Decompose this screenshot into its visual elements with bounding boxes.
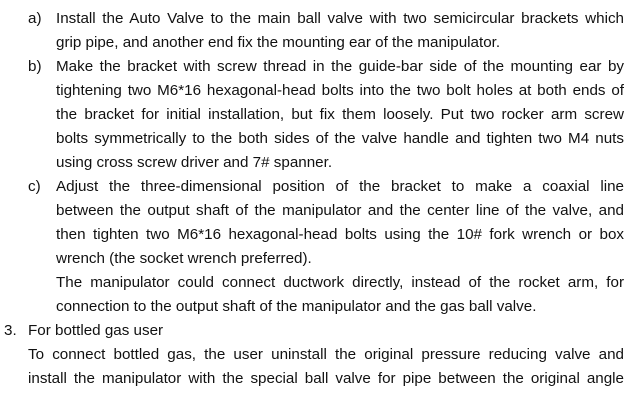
list-marker-a: a): [28, 10, 42, 27]
section-3-number: 3.: [4, 322, 17, 339]
list-item-c-text-6: connection to the output shaft of the manipulator and the gas ball valve.: [56, 298, 537, 315]
list-item-c-text-4: wrench (the socket wrench preferred).: [56, 250, 312, 267]
list-item-c-text-5: The manipulator could connect ductwork directly, instead of the rocket arm, for: [56, 274, 624, 291]
list-item-a-text-1: Install the Auto Valve to the main ball valve with two semicircular brackets which: [56, 10, 624, 27]
list-item-b-text-1: Make the bracket with screw thread in the guide-bar side of the mounting ear by: [56, 58, 624, 75]
list-item-b-text-2: tightening two M6*16 hexagonal-head bolts into the two bolt holes at both ends of: [56, 82, 624, 99]
list-marker-c: c): [28, 178, 41, 195]
section-3-text-1: To connect bottled gas, the user uninstall the original pressure reducing valve and: [28, 346, 624, 363]
section-3-text-2: install the manipulator with the special ball valve for pipe between the original angle: [28, 370, 624, 387]
section-3-heading: For bottled gas user: [28, 322, 164, 339]
list-item-c-text-2: between the output shaft of the manipulator and the center line of the valve, and: [56, 202, 624, 219]
list-item-b-text-3: the bracket for initial installation, but fix them loosely. Put two rocker arm screw: [56, 106, 624, 123]
list-marker-b: b): [28, 58, 42, 75]
list-item-c-text-1: Adjust the three-dimensional position of the bracket to make a coaxial line: [56, 178, 624, 195]
list-item-b-text-5: using cross screw driver and 7# spanner.: [56, 154, 333, 171]
list-item-a-text-2: grip pipe, and another end fix the mounting ear of the manipulator.: [56, 34, 501, 51]
list-item-c-text-3: then tighten two M6*16 hexagonal-head bolts using the 10# fork wrench or box: [56, 226, 624, 243]
list-item-b-text-4: bolts symmetrically to the both sides of the valve handle and tighten two M4 nuts: [56, 130, 624, 147]
